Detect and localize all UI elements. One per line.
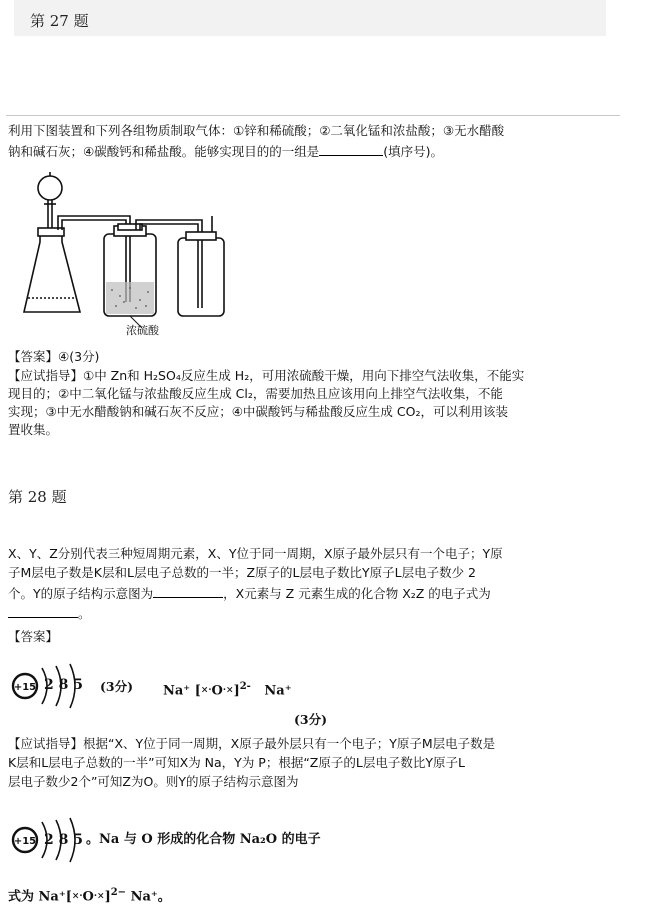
q28-question-text: 个。Y的原子结构示意图为 bbox=[8, 586, 154, 601]
collecting-bottle-icon bbox=[178, 238, 224, 316]
divider bbox=[6, 115, 620, 116]
answer-blank bbox=[8, 603, 78, 618]
sodium-ion-right: Na⁺ bbox=[264, 683, 292, 699]
q28-guide-line-2: K层和L层电子总数的一半”可知X为 Na，Y为 P；根据“Z原子的L层电子数比Y原子L bbox=[8, 755, 465, 770]
formula-tail: Na⁺。 bbox=[130, 889, 171, 905]
acid-liquid bbox=[106, 282, 154, 314]
q28-question-line-4 bbox=[8, 603, 91, 623]
oxygen-symbol: O bbox=[211, 683, 223, 699]
oxide-charge: 2- bbox=[239, 681, 251, 692]
q27-guide-line-1: 【应试指导】①中 Zn和 H₂SO₄反应生成 H₂，可用浓硫酸干燥，用向下排空气法收集，不能实 bbox=[8, 368, 525, 383]
score-inline: (3分) bbox=[100, 679, 134, 694]
electron-dots-icon: ·× bbox=[93, 891, 105, 902]
figure-label-sulfuric-acid: 浓硫酸 bbox=[126, 324, 159, 337]
q27-answer: 【答案】④(3分) bbox=[8, 349, 100, 364]
q28-guide-line-1: 【应试指导】根据“X、Y位于同一周期，X原子最外层只有一个电子；Y原子M层电子数是 bbox=[8, 736, 496, 751]
q28-question-end: 。 bbox=[78, 606, 91, 621]
electron-dots-icon: ·× bbox=[222, 685, 234, 696]
shell-electron-numbers: 2 8 5 bbox=[44, 677, 83, 693]
gas-apparatus-figure bbox=[18, 170, 238, 340]
q27-question-text: 钠和碱石灰；④碳酸钙和稀盐酸。能够实现目的的一组是 bbox=[8, 144, 320, 159]
formula-prefix: 式为 Na⁺[ bbox=[8, 889, 72, 905]
q28-struct-line-2 bbox=[8, 884, 171, 906]
nucleus-charge: +15 bbox=[13, 682, 37, 693]
score-right: (3分) bbox=[294, 712, 328, 727]
question-27-title: 第 27 题 bbox=[30, 12, 89, 30]
bracket-close: ] bbox=[233, 683, 240, 699]
q28-question-line-1: X、Y、Z分别代表三种短周期元素，X、Y位于同一周期，X原子最外层只有一个电子；Y原 bbox=[8, 546, 503, 561]
funnel-bulb-icon bbox=[38, 176, 62, 200]
bracket-close: ] bbox=[104, 889, 111, 905]
q28-guide-line-3: 层电子数少2个”可知Z为O。则Y的原子结构示意图为 bbox=[8, 774, 299, 789]
oxygen-symbol: O bbox=[82, 889, 94, 905]
q28-question-text-2: ，X元素与 Z 元素生成的化合物 X₂Z 的电子式为 bbox=[223, 586, 491, 601]
electron-dots-icon: ×· bbox=[200, 685, 212, 696]
q27-question-suffix: (填序号)。 bbox=[383, 144, 443, 159]
shell-electron-numbers-explanation: 2 8 5 bbox=[44, 832, 83, 848]
q27-question-line-2 bbox=[8, 141, 443, 161]
q27-question-line-1: 利用下图装置和下列各组物质制取气体：①锌和稀硫酸；②二氧化锰和浓盐酸；③无水醋酸 bbox=[8, 123, 505, 138]
q27-guide-line-4: 置收集。 bbox=[8, 422, 59, 437]
q28-question-line-3 bbox=[8, 583, 491, 603]
q28-question-line-2: 子M层电子数是K层和L层电子总数的一半；Z原子的L层电子数比Y原子L层电子数少 2 bbox=[8, 565, 477, 580]
question-28-title: 第 28 题 bbox=[8, 488, 67, 506]
answer-blank bbox=[319, 141, 383, 156]
q28-answer-label: 【答案】 bbox=[8, 629, 59, 644]
answer-blank bbox=[153, 583, 223, 598]
q27-guide-line-2: 现目的；②中二氧化锰与浓盐酸反应生成 Cl₂，需要加热且应该用向上排空气法收集，不能 bbox=[8, 386, 503, 401]
sodium-ion-left: Na⁺ bbox=[163, 683, 191, 699]
conical-flask-icon bbox=[24, 228, 80, 312]
nucleus-charge: +15 bbox=[13, 836, 37, 847]
q28-struct-line-1-tail: 。Na 与 O 形成的化合物 Na₂O 的电子 bbox=[86, 832, 321, 847]
bracket-open: [ bbox=[194, 683, 201, 699]
q27-guide-line-3: 实现；③中无水醋酸钠和碱石灰不反应；④中碳酸钙与稀盐酸反应生成 CO₂，可以利用该装 bbox=[8, 404, 508, 419]
question-header-box bbox=[14, 0, 606, 36]
electron-dots-icon: ×· bbox=[71, 891, 83, 902]
oxide-charge: 2− bbox=[110, 887, 127, 898]
electron-formula bbox=[163, 678, 292, 700]
